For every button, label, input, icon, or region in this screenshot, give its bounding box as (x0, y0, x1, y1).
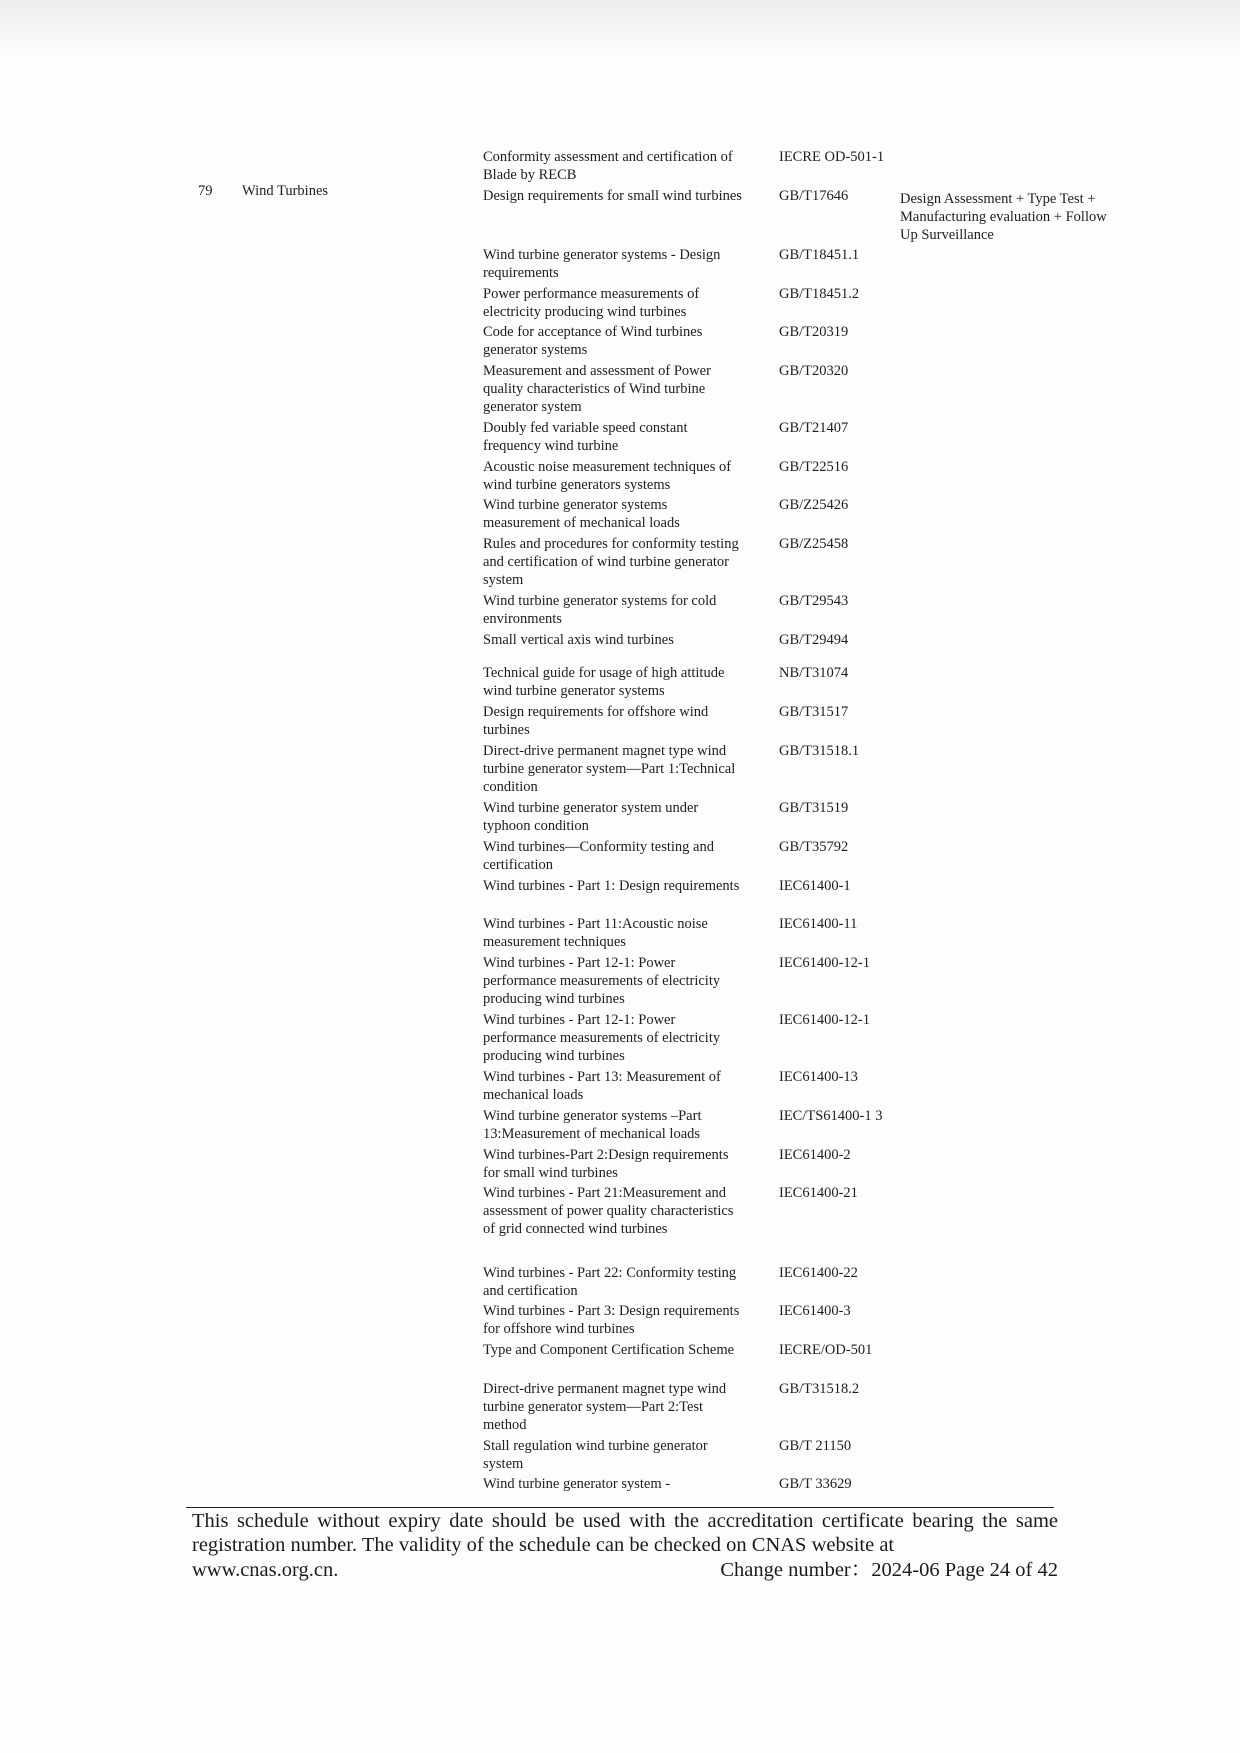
standard-title: Technical guide for usage of high attitude wind turbine generator systems (483, 665, 725, 699)
standard-number: GB/Z25458 (779, 536, 849, 552)
standard-number: GB/T18451.2 (779, 286, 860, 302)
footer-note: This schedule without expiry date should be used with the accreditation certificate bearing the same registration number. The validity of the schedule can be checked on CNAS website at (192, 1510, 1058, 1556)
standard-title: Small vertical axis wind turbines (483, 632, 674, 648)
standard-number: GB/T21407 (779, 420, 849, 436)
standard-title: Wind turbine generator system - (483, 1476, 671, 1492)
standard-title: Type and Component Certification Scheme (483, 1342, 735, 1358)
standard-number: GB/T20319 (779, 324, 849, 340)
standard-number: IEC61400-11 (779, 916, 858, 932)
standard-number: IECRE OD-501-1 (779, 149, 885, 165)
standard-title: Wind turbine generator systems –Part 13:Measurement of mechanical loads (483, 1108, 702, 1142)
standard-title: Direct-drive permanent magnet type wind turbine generator system—Part 2:Test method (483, 1381, 727, 1433)
standard-number: IEC61400-1 (779, 878, 851, 894)
standard-number: IEC61400-12-1 (779, 1012, 871, 1028)
standard-number: GB/T31519 (779, 800, 849, 816)
standard-number: GB/T18451.1 (779, 247, 860, 263)
standard-title: Measurement and assessment of Power quality characteristics of Wind turbine generator system (483, 363, 711, 415)
standard-title: Wind turbines - Part 3: Design requirements for offshore wind turbines (483, 1303, 740, 1337)
standard-title: Code for acceptance of Wind turbines generator systems (483, 324, 703, 358)
standard-title: Wind turbines - Part 12-1: Power performance measurements of electricity producing wind turbines (483, 1012, 721, 1064)
standard-number: NB/T31074 (779, 665, 849, 681)
standard-number: GB/T31517 (779, 704, 849, 720)
standard-number: IEC61400-13 (779, 1069, 858, 1085)
standard-title: Wind turbines - Part 13: Measurement of mechanical loads (483, 1069, 721, 1103)
standard-title: Rules and procedures for conformity testing and certification of wind turbine generator system (483, 536, 739, 588)
certification-scope: Design Assessment + Type Test + Manufacturing evaluation + Follow Up Surveillance (900, 191, 1107, 243)
standard-number: IEC61400-21 (779, 1185, 858, 1201)
standard-number: IEC61400-22 (779, 1265, 858, 1281)
standard-number: GB/T29494 (779, 632, 849, 648)
product-name: Wind Turbines (242, 183, 329, 199)
standard-title: Wind turbine generator systems measurement of mechanical loads (483, 497, 680, 531)
standard-title: Wind turbine generator systems for cold environments (483, 593, 717, 627)
standard-title: Design requirements for offshore wind turbines (483, 704, 709, 738)
standard-title: Wind turbines - Part 21:Measurement and assessment of power quality characteristics of grid connected wind turbines (483, 1185, 734, 1237)
item-number: 79 (198, 183, 213, 199)
standard-title: Wind turbines—Conformity testing and certification (483, 839, 714, 873)
standard-number: GB/T31518.2 (779, 1381, 860, 1397)
standard-title: Wind turbines - Part 1: Design requirements (483, 878, 740, 894)
standard-number: GB/T31518.1 (779, 743, 860, 759)
standard-title: Power performance measurements of electricity producing wind turbines (483, 286, 700, 320)
standard-title: Design requirements for small wind turbines (483, 188, 742, 204)
standard-title: Wind turbine generator systems - Design requirements (483, 247, 721, 281)
change-number: Change number：2024-06 Page 24 of 42 (720, 1559, 1058, 1581)
standard-title: Wind turbines-Part 2:Design requirements for small wind turbines (483, 1147, 729, 1181)
standard-title: Wind turbines - Part 22: Conformity testing and certification (483, 1265, 737, 1299)
standard-title: Conformity assessment and certification of Blade by RECB (483, 149, 733, 183)
standard-number: GB/T 21150 (779, 1438, 852, 1454)
standard-number: GB/T 33629 (779, 1476, 852, 1492)
standard-number: GB/T22516 (779, 459, 849, 475)
footer-bottom-line (192, 1558, 1058, 1582)
standard-number: GB/T29543 (779, 593, 849, 609)
standard-title: Direct-drive permanent magnet type wind turbine generator system—Part 1:Technical condition (483, 743, 736, 795)
standard-number: IECRE/OD-501 (779, 1342, 873, 1358)
standard-title: Wind turbines - Part 12-1: Power performance measurements of electricity producing wind turbines (483, 955, 721, 1007)
cnas-website: www.cnas.org.cn. (192, 1559, 339, 1581)
standard-number: IEC61400-12-1 (779, 955, 871, 971)
standard-title: Doubly fed variable speed constant frequency wind turbine (483, 420, 688, 454)
scan-shadow (0, 0, 1240, 60)
standard-number: GB/T17646 (779, 188, 849, 204)
footer-divider (186, 1507, 1054, 1508)
standard-title: Wind turbine generator system under typhoon condition (483, 800, 699, 834)
standard-number: GB/T35792 (779, 839, 849, 855)
standard-title: Stall regulation wind turbine generator system (483, 1438, 708, 1472)
standard-number: GB/T20320 (779, 363, 849, 379)
standard-number: IEC61400-3 (779, 1303, 851, 1319)
standard-number: IEC61400-2 (779, 1147, 851, 1163)
standard-title: Acoustic noise measurement techniques of wind turbine generators systems (483, 459, 732, 493)
standard-number: IEC/TS61400-1 3 (779, 1108, 883, 1124)
standard-number: GB/Z25426 (779, 497, 849, 513)
standard-title: Wind turbines - Part 11:Acoustic noise measurement techniques (483, 916, 708, 950)
